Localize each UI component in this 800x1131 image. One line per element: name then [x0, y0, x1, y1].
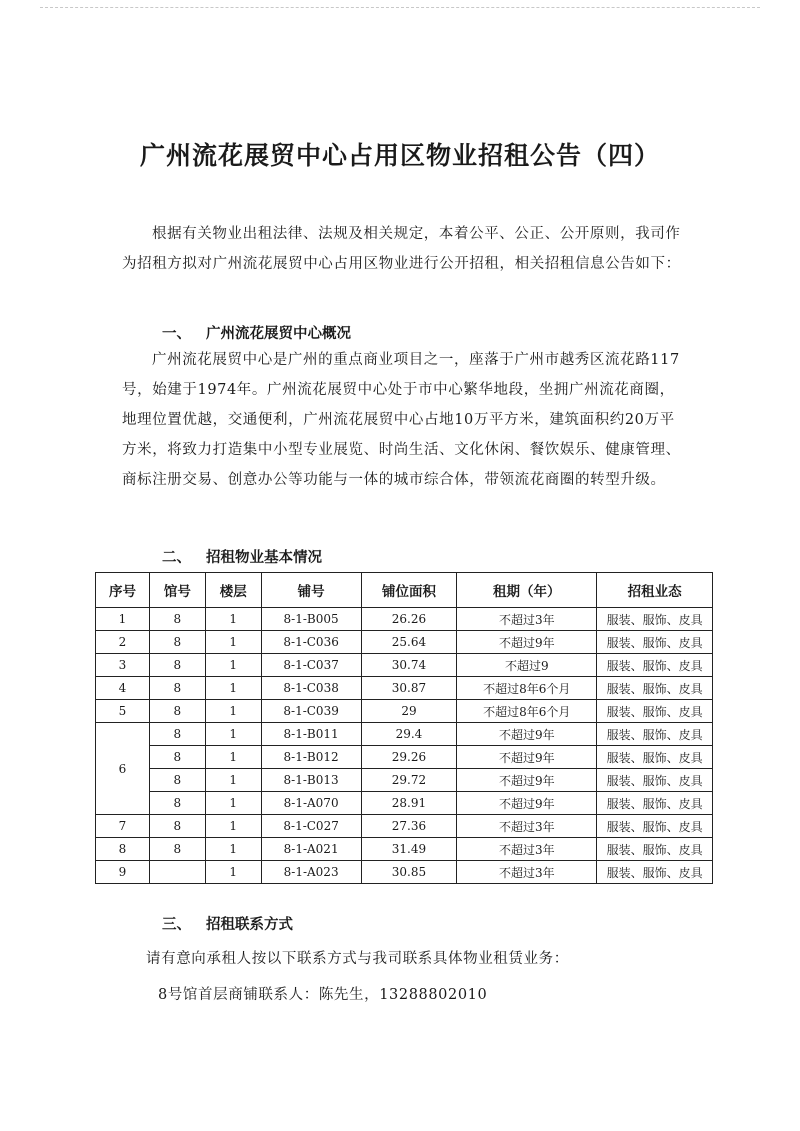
lease-table [95, 572, 713, 884]
cell-use: 服装、服饰、皮具 [597, 631, 713, 654]
section-1-title: 广州流花展贸中心概况 [206, 326, 351, 342]
cell-use: 服装、服饰、皮具 [597, 769, 713, 792]
cell-area: 29 [361, 700, 457, 723]
cell-term: 不超过3年 [457, 815, 597, 838]
section-2-number: 二、 [162, 550, 191, 566]
cell-use: 服装、服饰、皮具 [597, 815, 713, 838]
scan-border [40, 7, 760, 8]
table-row [96, 815, 713, 838]
cell-floor: 1 [205, 723, 261, 746]
cell-hall: 8 [149, 723, 205, 746]
cell-use: 服装、服饰、皮具 [597, 608, 713, 631]
contact-person: 8号馆首层商铺联系人：陈先生，13288802010 [158, 987, 488, 1003]
cell-floor: 1 [205, 631, 261, 654]
contact-instruction: 请有意向承租人按以下联系方式与我司联系具体物业租赁业务： [146, 951, 569, 967]
header-area: 铺位面积 [361, 573, 457, 608]
header-hall: 馆号 [149, 573, 205, 608]
cell-hall: 8 [149, 792, 205, 815]
section-2-title: 招租物业基本情况 [206, 550, 322, 566]
cell-shop: 8-1-A023 [261, 861, 361, 884]
section-3-title: 招租联系方式 [206, 917, 293, 933]
table-row [96, 769, 713, 792]
header-seq: 序号 [96, 573, 150, 608]
cell-hall: 8 [149, 677, 205, 700]
cell-seq: 1 [96, 608, 150, 631]
cell-hall: 8 [149, 769, 205, 792]
cell-area: 26.26 [361, 608, 457, 631]
cell-term: 不超过9年 [457, 769, 597, 792]
table-row [96, 838, 713, 861]
table-row [96, 700, 713, 723]
cell-floor: 1 [205, 608, 261, 631]
table-row [96, 861, 713, 884]
cell-use: 服装、服饰、皮具 [597, 746, 713, 769]
cell-area: 29.72 [361, 769, 457, 792]
cell-term: 不超过9 [457, 654, 597, 677]
cell-hall: 8 [149, 631, 205, 654]
cell-shop: 8-1-B011 [261, 723, 361, 746]
cell-area: 30.87 [361, 677, 457, 700]
cell-area: 29.4 [361, 723, 457, 746]
cell-hall [149, 861, 205, 884]
section-1-heading [162, 322, 351, 343]
cell-floor: 1 [205, 746, 261, 769]
header-use: 招租业态 [597, 573, 713, 608]
cell-seq: 6 [96, 723, 150, 815]
cell-use: 服装、服饰、皮具 [597, 838, 713, 861]
cell-term: 不超过9年 [457, 723, 597, 746]
section-2-heading [162, 546, 322, 567]
cell-shop: 8-1-C039 [261, 700, 361, 723]
cell-seq: 9 [96, 861, 150, 884]
cell-area: 25.64 [361, 631, 457, 654]
cell-term: 不超过9年 [457, 792, 597, 815]
cell-floor: 1 [205, 769, 261, 792]
table-header-row [96, 573, 713, 608]
header-term: 租期（年） [457, 573, 597, 608]
section-3-heading [162, 913, 293, 934]
table-row [96, 746, 713, 769]
cell-use: 服装、服饰、皮具 [597, 700, 713, 723]
cell-floor: 1 [205, 792, 261, 815]
cell-area: 30.74 [361, 654, 457, 677]
table-row [96, 723, 713, 746]
cell-shop: 8-1-B013 [261, 769, 361, 792]
cell-seq: 3 [96, 654, 150, 677]
cell-seq: 8 [96, 838, 150, 861]
cell-area: 30.85 [361, 861, 457, 884]
cell-use: 服装、服饰、皮具 [597, 861, 713, 884]
table-row [96, 631, 713, 654]
table-row [96, 654, 713, 677]
cell-hall: 8 [149, 815, 205, 838]
cell-hall: 8 [149, 838, 205, 861]
cell-floor: 1 [205, 654, 261, 677]
table-row [96, 677, 713, 700]
cell-use: 服装、服饰、皮具 [597, 723, 713, 746]
section-1-number: 一、 [162, 326, 191, 342]
cell-floor: 1 [205, 861, 261, 884]
cell-shop: 8-1-B012 [261, 746, 361, 769]
cell-term: 不超过3年 [457, 608, 597, 631]
cell-shop: 8-1-A070 [261, 792, 361, 815]
cell-floor: 1 [205, 677, 261, 700]
cell-area: 31.49 [361, 838, 457, 861]
cell-term: 不超过9年 [457, 631, 597, 654]
cell-shop: 8-1-B005 [261, 608, 361, 631]
cell-shop: 8-1-A021 [261, 838, 361, 861]
cell-seq: 4 [96, 677, 150, 700]
header-shop: 铺号 [261, 573, 361, 608]
cell-floor: 1 [205, 815, 261, 838]
section-1-body: 广州流花展贸中心是广州的重点商业项目之一，座落于广州市越秀区流花路117号，始建于1974年。广州流花展贸中心处于市中心繁华地段，坐拥广州流花商圈，地理位置优越，交通便利，广州流花展贸中心占地10万平方米，建筑面积约20万平方米，将致力打造集中小型专业展览、时尚生活、文化休闲、餐饮娱乐、健康管理、商标注册交易、创意办公等功能与一体的城市综合体，带领流花商圈的转型升级。 [122, 352, 681, 488]
cell-term: 不超过8年6个月 [457, 677, 597, 700]
table-row [96, 792, 713, 815]
cell-shop: 8-1-C027 [261, 815, 361, 838]
cell-shop: 8-1-C038 [261, 677, 361, 700]
cell-shop: 8-1-C036 [261, 631, 361, 654]
cell-floor: 1 [205, 700, 261, 723]
cell-hall: 8 [149, 746, 205, 769]
cell-term: 不超过9年 [457, 746, 597, 769]
cell-use: 服装、服饰、皮具 [597, 792, 713, 815]
cell-floor: 1 [205, 838, 261, 861]
cell-hall: 8 [149, 608, 205, 631]
cell-use: 服装、服饰、皮具 [597, 654, 713, 677]
cell-seq: 2 [96, 631, 150, 654]
cell-term: 不超过3年 [457, 838, 597, 861]
cell-term: 不超过3年 [457, 861, 597, 884]
header-floor: 楼层 [205, 573, 261, 608]
cell-area: 27.36 [361, 815, 457, 838]
cell-hall: 8 [149, 654, 205, 677]
cell-use: 服装、服饰、皮具 [597, 677, 713, 700]
cell-seq: 5 [96, 700, 150, 723]
cell-area: 28.91 [361, 792, 457, 815]
section-3-number: 三、 [162, 917, 191, 933]
cell-hall: 8 [149, 700, 205, 723]
cell-seq: 7 [96, 815, 150, 838]
page-title: 广州流花展贸中心占用区物业招租公告（四） [139, 141, 660, 170]
cell-term: 不超过8年6个月 [457, 700, 597, 723]
cell-shop: 8-1-C037 [261, 654, 361, 677]
intro-paragraph: 根据有关物业出租法律、法规及相关规定，本着公平、公正、公开原则，我司作为招租方拟对广州流花展贸中心占用区物业进行公开招租，相关招租信息公告如下： [122, 226, 681, 272]
table-row [96, 608, 713, 631]
cell-area: 29.26 [361, 746, 457, 769]
